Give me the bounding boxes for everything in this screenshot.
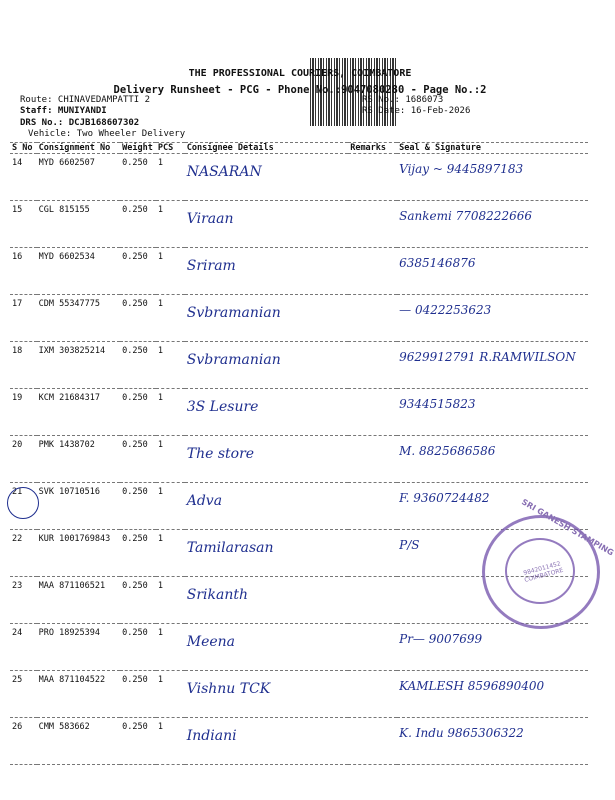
row-weight: 0.250 [120,295,156,342]
row-remarks [348,483,397,530]
row-pcs: 1 [156,154,185,201]
row-sno: 19 [10,389,37,436]
row-signature: — 0422253623 [399,303,492,317]
row-signature: 9629912791 R.RAMWILSON [399,350,576,364]
row-consignment-no: CMM 583662 [37,718,121,765]
col-weight: Weight [120,143,156,154]
row-sno: 18 [10,342,37,389]
row-consignee: Sriram [186,258,236,274]
row-consignment-no: MYD 6602534 [37,248,121,295]
row-consignment-no: PMK 1438702 [37,436,121,483]
row-pcs: 1 [156,201,185,248]
table-row [10,342,588,389]
row-consignment-no: MAA 871104522 [37,671,121,718]
row-consignee: The store [186,446,255,462]
row-sno: 21 [10,483,37,530]
row-pcs: 1 [156,671,185,718]
table-row [10,718,588,765]
row-remarks [348,718,397,765]
stamp-name: SRI GANESH STAMPING [520,497,615,558]
row-weight: 0.250 [120,530,156,577]
row-weight: 0.250 [120,154,156,201]
row-consignee: 3S Lesure [186,399,259,415]
row-signature: 6385146876 [399,256,476,270]
company-stamp [482,497,615,629]
row-remarks [348,248,397,295]
table-row [10,483,588,530]
row-pcs: 1 [156,718,185,765]
row-consignment-no: CGL 815155 [37,201,121,248]
rs-date-label: RS Date: 16-Feb-2026 [362,106,471,116]
row-weight: 0.250 [120,483,156,530]
row-pcs: 1 [156,342,185,389]
row-remarks [348,577,397,624]
table-row [10,201,588,248]
row-remarks [348,436,397,483]
row-sno: 16 [10,248,37,295]
row-remarks [348,201,397,248]
table-header-row [10,143,588,154]
table-row [10,671,588,718]
runsheet-subtitle: Delivery Runsheet - PCG - Phone No.:9047080280 - Page No.:2 [113,84,487,96]
col-consignee: Consignee Details [185,143,348,154]
table-body [10,154,588,765]
row-signature: Pr— 9007699 [399,632,483,646]
row-remarks [348,389,397,436]
row-signature: F. 9360724482 [399,491,490,505]
table-row [10,154,588,201]
row-signature: 9344515823 [399,397,476,411]
row-sno: 22 [10,530,37,577]
row-consignee: Svbramanian [186,352,281,368]
vehicle-label: Vehicle: Two Wheeler Delivery [28,129,186,139]
row-sno: 23 [10,577,37,624]
row-weight: 0.250 [120,436,156,483]
route-label: Route: CHINAVEDAMPATTI 2 [20,95,151,105]
row-signature: P/S [399,538,420,552]
row-sno: 24 [10,624,37,671]
row-consignee: NASARAN [186,164,262,180]
row-remarks [348,295,397,342]
drs-label: DRS No.: DCJB168607302 [20,118,140,128]
delivery-table [10,142,588,765]
row-consignment-no: KUR 1001769843 [37,530,121,577]
row-sno: 15 [10,201,37,248]
row-weight: 0.250 [120,718,156,765]
row-pcs: 1 [156,530,185,577]
row-pcs: 1 [156,483,185,530]
row-pcs: 1 [156,624,185,671]
row-signature: K. Indu 9865306322 [399,726,524,740]
row-consignment-no: SVK 10710516 [37,483,121,530]
row-sno: 26 [10,718,37,765]
row-signature: Sankemi 7708222666 [399,209,532,223]
staff-label: Staff: MUNIYANDI [20,106,107,116]
row-sno: 20 [10,436,37,483]
row-pcs: 1 [156,295,185,342]
table-row [10,436,588,483]
col-pcs: PCS [156,143,185,154]
row-consignment-no: MAA 871106521 [37,577,121,624]
rs-no-label: RS No.: 1686073 [362,95,444,105]
table-row [10,624,588,671]
row-remarks [348,671,397,718]
row-weight: 0.250 [120,201,156,248]
row-weight: 0.250 [120,577,156,624]
row-consignee: Meena [186,634,236,650]
row-remarks [348,624,397,671]
col-sno: S No [10,143,37,154]
row-weight: 0.250 [120,624,156,671]
row-pcs: 1 [156,389,185,436]
stamp-detail: 9842011452 COIMBATORE [522,560,565,584]
table-row [10,295,588,342]
row-remarks [348,154,397,201]
row-consignee: Svbramanian [186,305,281,321]
table-row [10,389,588,436]
row-sno: 17 [10,295,37,342]
col-remarks: Remarks [348,143,397,154]
row-consignment-no: MYD 6602507 [37,154,121,201]
row-sno: 14 [10,154,37,201]
col-seal: Seal & Signature [397,143,588,154]
row-consignment-no: KCM 21684317 [37,389,121,436]
row-weight: 0.250 [120,248,156,295]
row-pcs: 1 [156,436,185,483]
row-consignee: Tamilarasan [186,540,274,556]
row-weight: 0.250 [120,342,156,389]
row-consignment-no: CDM 55347775 [37,295,121,342]
col-consignment: Consignment No [37,143,121,154]
row-consignee: Adva [186,493,223,509]
row-weight: 0.250 [120,389,156,436]
row-consignee: Viraan [186,211,234,227]
row-signature: KAMLESH 8596890400 [399,679,545,693]
row-pcs: 1 [156,577,185,624]
row-22-circle-mark [7,487,39,519]
company-title: THE PROFESSIONAL COURIERS, COIMBATORE [188,68,412,79]
row-sno: 25 [10,671,37,718]
row-consignee: Vishnu TCK [186,681,271,697]
row-weight: 0.250 [120,671,156,718]
row-consignee: Indiani [186,728,237,744]
row-remarks [348,530,397,577]
row-consignment-no: IXM 303825214 [37,342,121,389]
table-row [10,248,588,295]
row-signature: M. 8825686586 [399,444,496,458]
row-consignee: Srikanth [186,587,248,603]
row-remarks [348,342,397,389]
row-pcs: 1 [156,248,185,295]
row-signature: Vijay ~ 9445897183 [399,162,524,176]
row-consignment-no: PRO 18925394 [37,624,121,671]
